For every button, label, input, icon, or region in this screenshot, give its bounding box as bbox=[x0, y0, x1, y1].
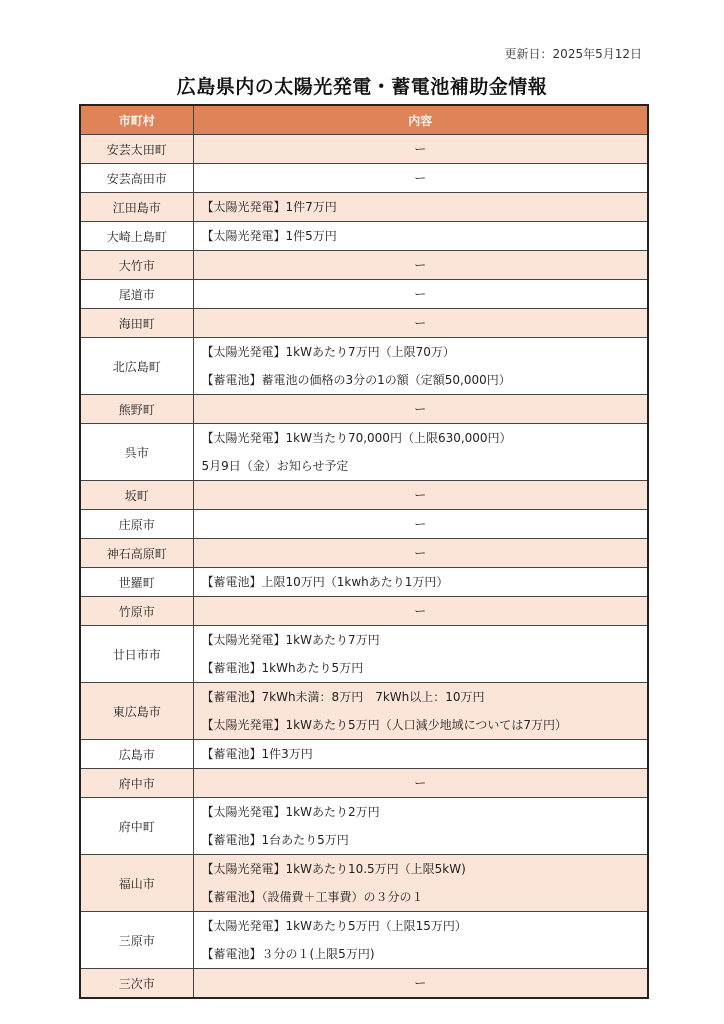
city-cell: 廿日市市 bbox=[80, 626, 193, 683]
content-cell bbox=[193, 193, 648, 222]
column-header-content: 内容 bbox=[193, 105, 648, 135]
page-title: 広島県内の太陽光発電・蓄電池補助金情報 bbox=[176, 76, 548, 98]
table-row bbox=[80, 424, 648, 481]
content-line: 5月9日（金）お知らせ予定 bbox=[201, 459, 349, 473]
table-row bbox=[80, 855, 648, 912]
content-cell bbox=[193, 798, 648, 855]
content-line: 【太陽光発電】1kW当たり70,000円（上限630,000円） bbox=[201, 431, 512, 445]
content-cell bbox=[193, 683, 648, 740]
city-cell: 大竹市 bbox=[80, 251, 193, 280]
content-cell bbox=[193, 912, 648, 969]
table-row bbox=[80, 309, 648, 338]
content-cell bbox=[193, 597, 648, 626]
table-row bbox=[80, 568, 648, 597]
content-cell bbox=[193, 626, 648, 683]
table-row bbox=[80, 969, 648, 999]
city-cell: 府中町 bbox=[80, 798, 193, 855]
content-cell bbox=[193, 510, 648, 539]
content-cell bbox=[193, 740, 648, 769]
city-cell: 竹原市 bbox=[80, 597, 193, 626]
table-row bbox=[80, 769, 648, 798]
city-cell: 尾道市 bbox=[80, 280, 193, 309]
city-cell: 世羅町 bbox=[80, 568, 193, 597]
city-cell: 坂町 bbox=[80, 481, 193, 510]
no-subsidy-dash: ー bbox=[414, 258, 427, 272]
content-line: 【太陽光発電】1kWあたり7万円 bbox=[201, 633, 380, 647]
table-header-row bbox=[80, 105, 648, 135]
subsidy-table bbox=[79, 104, 649, 999]
table-row bbox=[80, 164, 648, 193]
content-line: 【蓄電池】（設備費＋工事費）の３分の１ bbox=[201, 890, 424, 904]
no-subsidy-dash: ー bbox=[414, 976, 427, 990]
content-cell bbox=[193, 539, 648, 568]
content-cell bbox=[193, 280, 648, 309]
table-row bbox=[80, 251, 648, 280]
content-line: 【太陽光発電】1kWあたり5万円（上限15万円） bbox=[201, 919, 467, 933]
content-line: 【太陽光発電】1kWあたり7万円（上限70万） bbox=[201, 345, 455, 359]
content-cell bbox=[193, 395, 648, 424]
content-line: 【太陽光発電】1件5万円 bbox=[201, 229, 337, 243]
table-row bbox=[80, 280, 648, 309]
table-row bbox=[80, 740, 648, 769]
content-cell bbox=[193, 855, 648, 912]
content-line: 【蓄電池】1台あたり5万円 bbox=[201, 833, 349, 847]
city-cell: 海田町 bbox=[80, 309, 193, 338]
table-row bbox=[80, 481, 648, 510]
content-line: 【蓄電池】蓄電池の価格の3分の1の額（定額50,000円） bbox=[201, 373, 511, 387]
content-line: 【蓄電池】上限10万円（1kwhあたり1万円） bbox=[201, 575, 449, 589]
city-cell: 庄原市 bbox=[80, 510, 193, 539]
content-line: 【太陽光発電】1kWあたり2万円 bbox=[201, 805, 380, 819]
table-row bbox=[80, 135, 648, 164]
content-cell bbox=[193, 769, 648, 798]
no-subsidy-dash: ー bbox=[414, 171, 427, 185]
city-cell: 東広島市 bbox=[80, 683, 193, 740]
content-cell bbox=[193, 135, 648, 164]
no-subsidy-dash: ー bbox=[414, 402, 427, 416]
content-line: 【太陽光発電】1件7万円 bbox=[201, 200, 337, 214]
table-row bbox=[80, 798, 648, 855]
no-subsidy-dash: ー bbox=[414, 287, 427, 301]
no-subsidy-dash: ー bbox=[414, 142, 427, 156]
no-subsidy-dash: ー bbox=[414, 316, 427, 330]
content-cell bbox=[193, 481, 648, 510]
content-cell bbox=[193, 309, 648, 338]
city-cell: 大崎上島町 bbox=[80, 222, 193, 251]
table-row bbox=[80, 626, 648, 683]
city-cell: 福山市 bbox=[80, 855, 193, 912]
city-cell: 安芸太田町 bbox=[80, 135, 193, 164]
city-cell: 神石高原町 bbox=[80, 539, 193, 568]
city-cell: 江田島市 bbox=[80, 193, 193, 222]
content-cell bbox=[193, 969, 648, 999]
city-cell: 呉市 bbox=[80, 424, 193, 481]
content-line: 【蓄電池】３分の１(上限5万円) bbox=[201, 947, 375, 961]
no-subsidy-dash: ー bbox=[414, 776, 427, 790]
table-row bbox=[80, 395, 648, 424]
content-cell bbox=[193, 164, 648, 193]
city-cell: 熊野町 bbox=[80, 395, 193, 424]
table-row bbox=[80, 597, 648, 626]
no-subsidy-dash: ー bbox=[414, 604, 427, 618]
table-row bbox=[80, 912, 648, 969]
no-subsidy-dash: ー bbox=[414, 546, 427, 560]
content-line: 【蓄電池】1件3万円 bbox=[201, 747, 313, 761]
content-cell bbox=[193, 568, 648, 597]
content-cell bbox=[193, 222, 648, 251]
content-line: 【太陽光発電】1kWあたり5万円（人口減少地域については7万円） bbox=[201, 718, 567, 732]
city-cell: 広島市 bbox=[80, 740, 193, 769]
content-line: 【蓄電池】7kWh未満：8万円 7kWh以上：10万円 bbox=[201, 690, 485, 704]
table-row bbox=[80, 222, 648, 251]
city-cell: 安芸高田市 bbox=[80, 164, 193, 193]
table-row bbox=[80, 539, 648, 568]
city-cell: 三原市 bbox=[80, 912, 193, 969]
table-row bbox=[80, 510, 648, 539]
table-body bbox=[80, 135, 648, 999]
table-row bbox=[80, 338, 648, 395]
no-subsidy-dash: ー bbox=[414, 488, 427, 502]
table-row bbox=[80, 683, 648, 740]
content-line: 【太陽光発電】1kWあたり10.5万円（上限5kW) bbox=[201, 862, 466, 876]
city-cell: 北広島町 bbox=[80, 338, 193, 395]
content-cell bbox=[193, 424, 648, 481]
update-date: 更新日：2025年5月12日 bbox=[504, 47, 642, 61]
city-cell: 府中市 bbox=[80, 769, 193, 798]
column-header-city: 市町村 bbox=[80, 105, 193, 135]
no-subsidy-dash: ー bbox=[414, 517, 427, 531]
table-row bbox=[80, 193, 648, 222]
city-cell: 三次市 bbox=[80, 969, 193, 999]
content-line: 【蓄電池】1kWhあたり5万円 bbox=[201, 661, 364, 675]
content-cell bbox=[193, 251, 648, 280]
content-cell bbox=[193, 338, 648, 395]
